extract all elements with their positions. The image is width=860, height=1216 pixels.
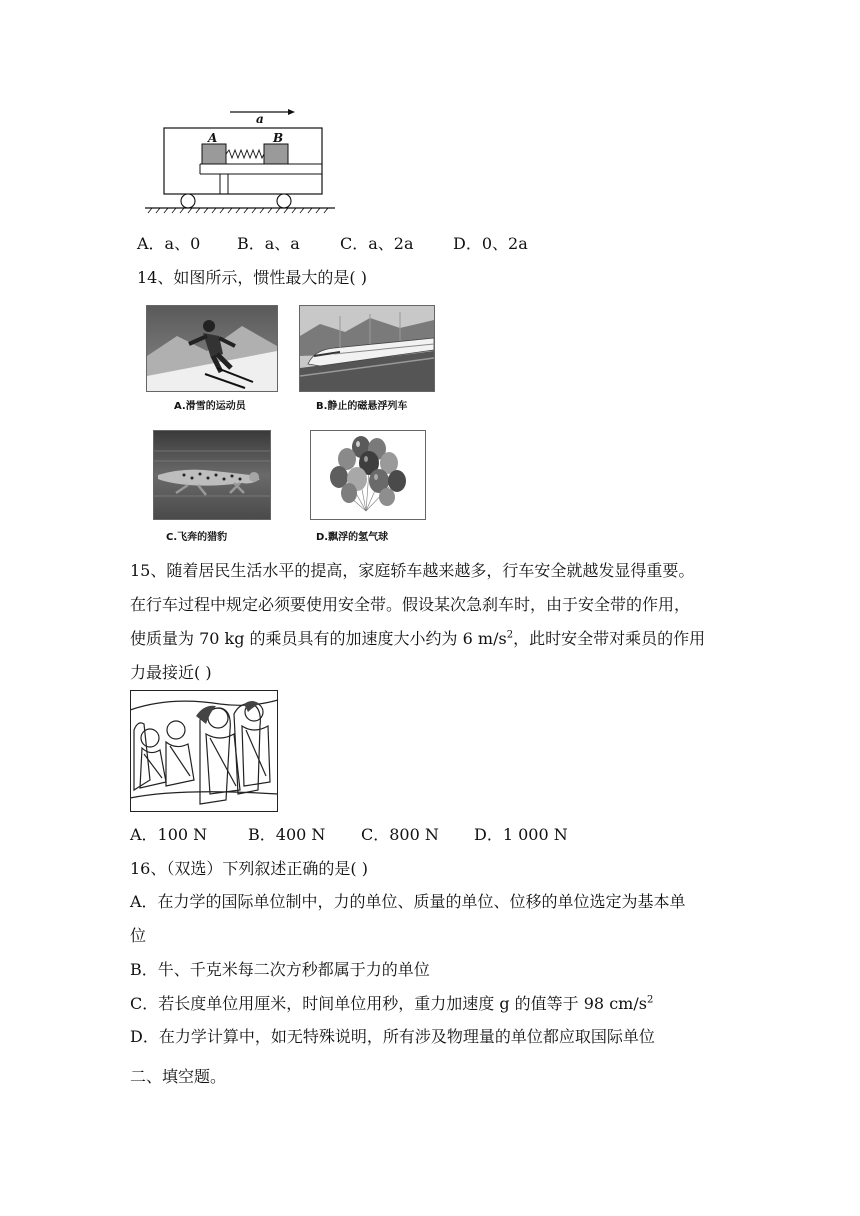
q16-option-c [130,994,653,1014]
q13-option-b: B．a、a [237,234,300,253]
q15-line-2: 在行车过程中规定必须要使用安全带。假设某次急刹车时，由于安全带的作用， [130,595,691,614]
q16-option-b: B．牛、千克米每二次方秒都属于力的单位 [130,960,430,979]
skier-photo [146,305,278,392]
q16-exponent: 2 [646,994,654,1006]
caption-a: A.滑雪的运动员 [174,401,246,412]
block-a-label: A [208,131,218,145]
caption-b: B.静止的磁悬浮列车 [316,401,408,412]
q15-option-c: C．800 N [361,825,439,844]
cheetah-photo [153,430,271,520]
cart-spring-diagram [140,105,340,215]
q15-line-4: 力最接近( ) [130,663,212,682]
q15-exponent: 2 [506,629,514,641]
q16-stem: 16、（双选）下列叙述正确的是( ) [130,859,368,878]
q15-line-1: 15、随着居民生活水平的提高，家庭轿车越来越多，行车安全就越发显得重要。 [130,561,695,580]
section-2-heading: 二、填空题。 [130,1067,227,1086]
q16-option-a-line-2: 位 [130,926,147,945]
seatbelt-illustration [130,690,278,812]
q14-stem: 14、如图所示，惯性最大的是( ) [137,268,367,287]
caption-c: C.飞奔的猎豹 [166,532,228,543]
block-b-label: B [273,131,284,145]
q16-option-c-text: C．若长度单位用厘米，时间单位用秒，重力加速度 g 的值等于 98 cm/s [130,994,647,1013]
acceleration-label: a [256,112,264,126]
q13-option-c: C．a、2a [340,234,414,253]
q13-option-d: D．0、2a [453,234,528,253]
q15-option-b: B．400 N [248,825,326,844]
q15-option-a: A．100 N [130,825,208,844]
q16-option-d: D．在力学计算中，如无特殊说明，所有涉及物理量的单位都应取国际单位 [130,1027,655,1046]
caption-d: D.飘浮的氢气球 [316,532,389,543]
q13-option-a: A．a、0 [137,234,201,253]
q16-option-a-line-1: A．在力学的国际单位制中，力的单位、质量的单位、位移的单位选定为基本单 [130,892,686,911]
q15-line-3-text: 使质量为 70 kg 的乘员具有的加速度大小约为 6 m/s [130,629,507,648]
q15-line-3 [130,629,705,649]
maglev-train-photo [299,305,435,392]
q15-option-d: D．1 000 N [474,825,568,844]
q15-line-3-rest: ，此时安全带对乘员的作用 [513,629,706,648]
balloons-photo [310,430,426,520]
